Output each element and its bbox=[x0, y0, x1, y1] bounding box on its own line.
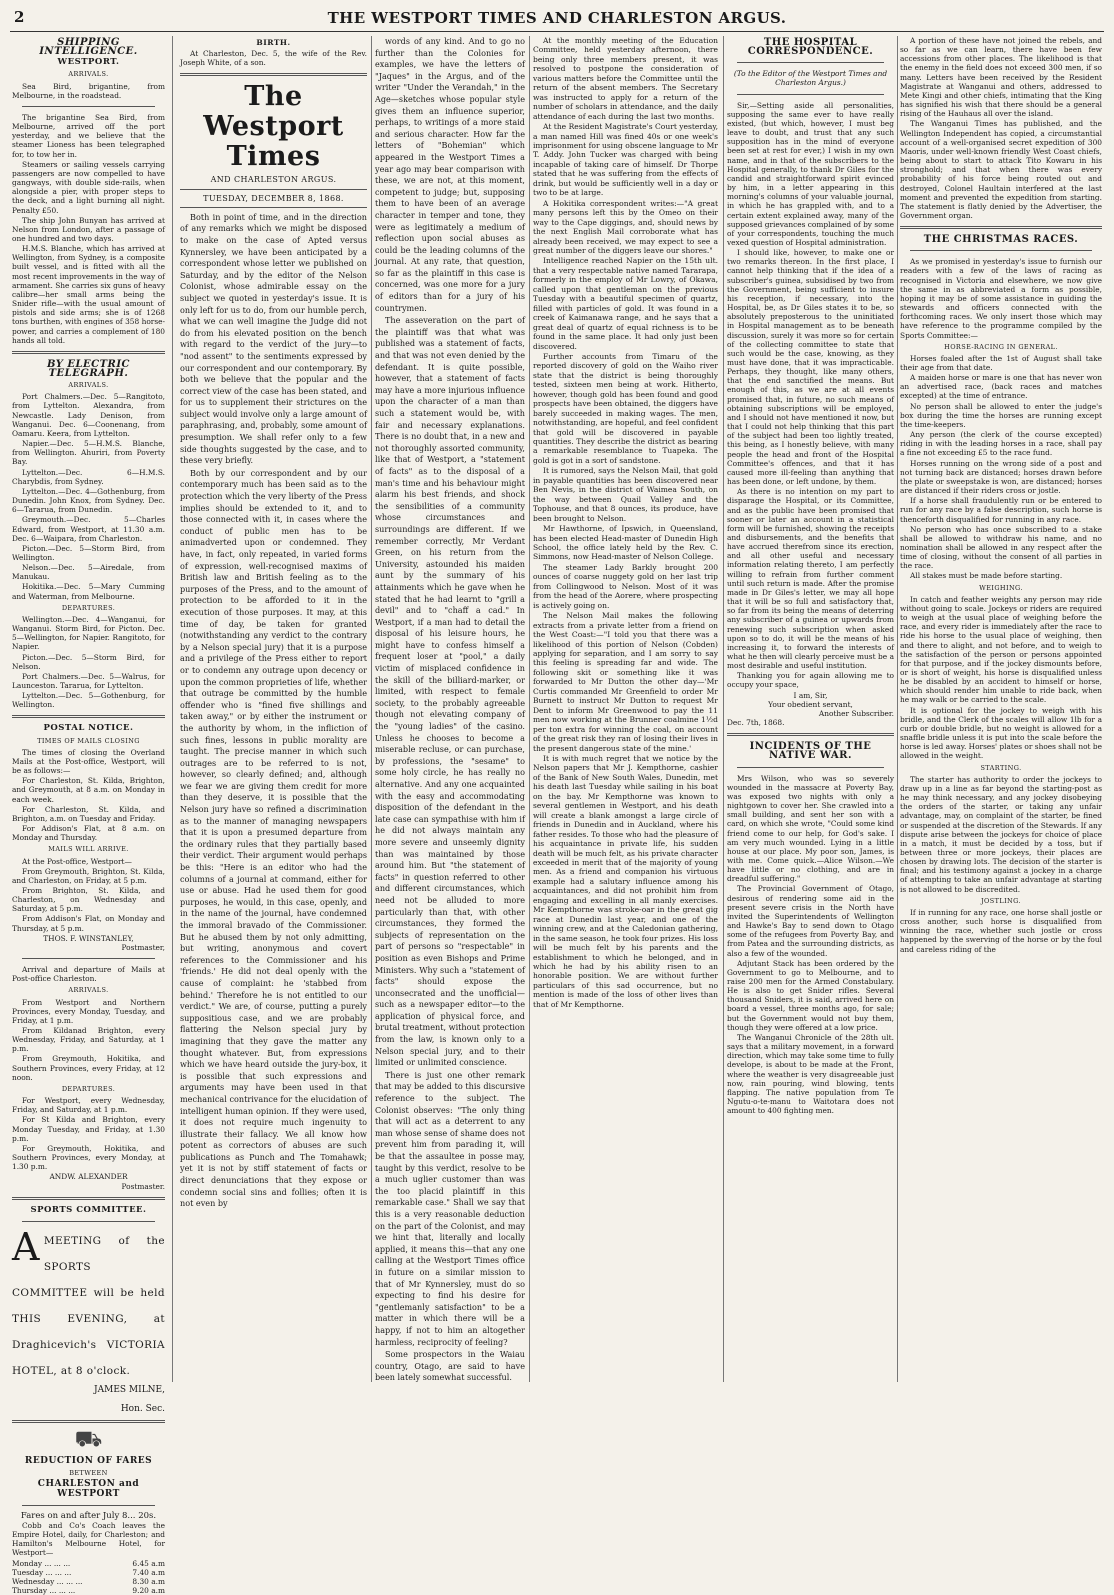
postmaster-title-2: Postmaster. bbox=[121, 1181, 165, 1191]
paragraph: All stakes must be made before starting. bbox=[910, 571, 1063, 581]
paragraph: Intelligence reached Napier on the 15th ult. that a very respectable native named Tararapa, formerly in the employ of Mr Lowry, of Okawa, called upon that gentleman on the previous Tuesday with a beautiful specimen of quartz, filled with particles of gold. It was found in a creek of Kaimanawa range, and he says that a great deal of quartz of equal richness is to be found in the same place. It had only just been discovered. bbox=[533, 256, 718, 351]
paragraph: If a horse shall fraudulently run or be entered to run for any race by a false description, such horse is thenceforth disqualified for running in any race. bbox=[900, 496, 1102, 524]
schedule-time: 7.40 a.m bbox=[132, 1567, 165, 1577]
paragraph: Nelson.—Dec. 5—Airedale, from Manukau. bbox=[12, 563, 165, 582]
paragraph: Adjutant Stack has been ordered by the Government to go to Melbourne, and to raise 200 men for the Armed Constabulary. He is also to get Snider rifles. Several thousand Sniders, it is said, arrived here on board a vessel, three months ago, for sale; but the Government would not buy them, though they were offered at a low price. bbox=[727, 958, 894, 1032]
column-3 bbox=[375, 36, 525, 1382]
paragraph: Sir,—Setting aside all personalities, supposing the same ever to have really existed, (but which, however, I must beg leave to doubt, and trust that any such supposition has in the mind of everyone been set at rest for ever,) I wish in my own name, and in that of the subscribers to the Hospital generally, to thank Dr Giles for the candid and straightforward spirit evinced by him, in a letter appearing in this morning's columns of your valuable journal, in which he has grappled with, and to a certain extent explained away, many of the supposed grievances complained of by some of your correspondents, touching the much vexed question of Hospital administration. bbox=[727, 100, 894, 247]
paragraph: The asseveration on the part of the plaintiff was that what was published was a statement of facts, and that was not even denied by the defendant. It is quite possible, however, that a statement of facts may have a more injurious influence upon the character of a man than such a statement would be, with fair and necessary explanations. There is no doubt that, in a new and not thoroughly assorted community, like that of Westport, a "statement of facts" as to the disposal of a man's time and his behaviour might alarm his best friends, and shock the sensibilities of a community whose circumstances and surroundings are different. If we remember correctly, Mr Verdant Green, on his return from the University, astounded his maiden aunt by the summary of his attainments which he gave when he stated that he had learnt to "grill a devil" and to "chaff a cad." In Westport, if a man had to detail the disposal of his leisure hours, he might have to confess himself a frequent loser at "pool," a daily victim of misplaced confidence in the skill of the billiard-marker, or limited, with respect to female society, to the probably agreeable though not elevating company of the "young ladies" of the casino. Unless he chooses to become a miserable recluse, or can purchase, by professions, the "sesame" to some holy circle, he has really no alternative. And any one acquainted with the easy and accommodating disposition of the defendant in the late case can sympathise with him if he did not always maintain any more severe and unseemly dignity than was maintained by those around him. But "the statement of facts" in question referred to other and different circumstances, which need not be alluded to more particularly than that, with other circumstances, they formed the subjects of representation on the part of persons so "respectable" in position as even Bishops and Prime Ministers. Why such a "statement of facts" should expose the unconsecrated and the unofficial—such as a newspaper editor—to the application of physical force, and brutal treatment, without protection from the law, is known only to a Nelson special jury, and to their limited or unlimited conscience. bbox=[375, 315, 525, 1068]
paragraph: The Nelson Mail makes the following extracts from a private letter from a friend on the West Coast:—"I told you that there was a likelihood of this portion of Nelson (Cobden) applying for separation, and I am sorry to say this feeling is spreading far and wide. The following skit or something like it was forwarded to Mr Dutton the other day—'Mr Curtis commanded Mr Greenfield to order Mr Burnett to instruct Mr Dutton to request Mr Dent to inform Mr Greenwood to pay the 11 men now working at the Brunner coalmine 1½d per ton extra for winning the coal, on account of the great risk they ran of losing their lives in the present dangerous state of the mine.' bbox=[533, 611, 718, 753]
paragraph: At the Resident Magistrate's Court yesterday, a man named Hill was fined 40s or one week's imprisonment for using obscene language to Mr T. Addy. John Tucker was charged with being incapable of taking care of himself. Dr Thorpe stated that he was suffering from the effects of drink, but would be sufficiently well in a day or two to be at large. bbox=[533, 122, 718, 198]
weighing-rules bbox=[900, 595, 1102, 761]
divider bbox=[737, 62, 884, 63]
jostling-label: JOSTLING. bbox=[981, 896, 1021, 905]
mails-closing-label: TIMES OF MAILS CLOSING bbox=[37, 736, 140, 745]
charleston-mails: Arrival and departure of Mails at Post-office Charleston. bbox=[12, 965, 165, 984]
fares-heading: REDUCTION OF FARES bbox=[24, 1456, 153, 1467]
fares-between: BETWEEN bbox=[69, 1469, 108, 1478]
c-arrivals bbox=[12, 998, 165, 1082]
paragraph: In catch and feather weights any person may ride without going to scale. Jockeys or riders are required to weigh at the usual place of weighing before the race, and every rider is immediately after the race to ride his horse to the usual place of weighing, then and there to alight, and not before, and to weigh to the satisfaction of the person or persons appointed for that purpose, and if the jockey dismounts before, or is short of weight, his horse is disqualified unless he be disabled by an accident to himself or horse, which should render him unable to ride back, when he may walk or be carried to the scale. bbox=[900, 594, 1102, 705]
editorial-continued bbox=[375, 36, 525, 1384]
paragraph: Port Chalmers.—Dec. 5—Walrus, for Launceston. Tararua, for Lyttelton. bbox=[12, 671, 165, 690]
schedule-row bbox=[12, 1586, 165, 1595]
divider bbox=[22, 106, 155, 107]
fares-route: CHARLESTON and WESTPORT bbox=[37, 1479, 140, 1499]
tel-arrivals-label: ARRIVALS. bbox=[68, 381, 109, 390]
c-arrivals-label: ARRIVALS. bbox=[68, 986, 109, 995]
paragraph: No person shall be allowed to enter the judge's box during the time the horses are running except the time-keepers. bbox=[900, 401, 1102, 429]
paragraph: Any person (the clerk of the course excepted) riding in with the leading horses in a race, shall pay a fine not exceeding £5 to the race fund. bbox=[900, 430, 1102, 458]
sports-text: MEETING of the SPORTS COMMITTEE will be held THIS EVENING, at Draghicevich's VICTORIA HOTEL, at 8 o'clock. bbox=[12, 1234, 165, 1377]
shipping-heading: SHIPPING INTELLIGENCE. bbox=[39, 37, 138, 58]
postal-paras bbox=[12, 748, 165, 843]
paragraph: From Addison's Flat, on Monday and Thursday, at 5 p.m. bbox=[12, 914, 165, 933]
paragraph: The Provincial Government of Otago, desirous of rendering some aid in the present severe crisis in the North have invited the Superintendents of Wellington and Hawke's Bay to send down to Otago some of the refugees from Poverty Bay, and from Patea and the surrounding districts, as also a few of the wounded. bbox=[727, 884, 894, 958]
tel-arrivals bbox=[12, 392, 165, 600]
paragraph: A Hokitika correspondent writes:—"A great many persons left this by the Omeo on their way to the Cape diggings, and, should news by the next English Mail corroborate what has already been received, we may expect to see a great number of the diggers leave our shores." bbox=[533, 198, 718, 255]
paragraph: As we promised in yesterday's issue to furnish our readers with a few of the laws of racing as recognised in Victoria and elsewhere, we now give the same in as abbreviated a form as possible, hoping it may be of some assistance in guiding the stewards and officers connected with the forthcoming races. We only insert those which may have reference to the programme compiled by the Sports Committee:— bbox=[900, 257, 1102, 340]
postal-heading: POSTAL NOTICE. bbox=[43, 723, 134, 734]
schedule-row bbox=[12, 1568, 165, 1577]
paragraph: For St Kilda and Brighton, every Monday Tuesday, and Friday, at 1.30 p.m. bbox=[12, 1115, 165, 1143]
paragraph: The Wanganui Chronicle of the 28th ult. says that a military movement, in a forward direction, which may take some time to fully develope, is about to be made at the Front, where the weather is very disagreeable just now, rain pouring, wind blowing, tents flapping. The native population from Te Ngutu-o-te-manu to Waitotara does not amount to 400 fighting men. bbox=[727, 1032, 894, 1116]
races-intro bbox=[900, 257, 1102, 339]
paragraph: For Westport, every Wednesday, Friday, and Saturday, at 1 p.m. bbox=[12, 1096, 165, 1115]
divider bbox=[727, 733, 894, 736]
hospital-heading: THE HOSPITAL CORRESPONDENCE. bbox=[747, 37, 874, 58]
paragraph: Lyttelton.—Dec. 4—Gothenburg, from Dunedin. John Knox, from Sydney. Dec. 6—Tararua, from Dunedin. bbox=[12, 486, 165, 515]
paragraph: Wellington.—Dec. 4—Wanganui, for Wanganui. Storm Bird, for Picton. Dec. 5—Wellington, for Napier. Rangitoto, for Napier. bbox=[12, 614, 165, 652]
races-heading: THE CHRISTMAS RACES. bbox=[923, 234, 1079, 246]
signoff: I am, Sir, bbox=[793, 690, 828, 700]
paragraph: At the Post-office, Westport— bbox=[22, 856, 132, 866]
war-news-continued bbox=[900, 36, 1102, 220]
column-1 bbox=[12, 36, 165, 1595]
war-news bbox=[727, 774, 894, 1116]
schedule-day: Wednesday ... ... ... bbox=[12, 1576, 83, 1586]
paragraph: The Wanganui Times has published, and the Wellington Independent has copied, a circumstantial account of a well-organised secret expedition of 300 Maoris, under well-known friendly West Coast chiefs, being about to start to attack Tito Kowaru in his stronghold; and that when there was every probability of his force being routed out and destroyed, Colonel Haultain interfered at the last moment and prevented the expedition from starting. The statement is flatly denied by the Advertiser, the Government organ. bbox=[900, 119, 1102, 220]
paragraph: Some prospectors in the Waiau country, Otago, are said to have been lately somewhat successful. bbox=[375, 1349, 525, 1383]
divider bbox=[900, 226, 1102, 229]
mails-arrive-label: MAILS WILL ARRIVE. bbox=[48, 845, 129, 854]
paragraph: Further accounts from Timaru of the reported discovery of gold on the Waiho river state that the district is being thoroughly tested, sixteen men being at work. Hitherto, however, though gold has been found and good prospects have been obtained, the diggers have barely succeeded in making wages. The men, notwithstanding, are hopeful, and feel confident that gold will be discovered in payable quantities. They describe the district as bearing a remarkable resemblance to Tuapeka. The gold is got in a sort of sandstone. bbox=[533, 351, 718, 465]
paragraph: Mr Hawthorne, of Ipswich, in Queensland, has been elected Head-master of Dunedin High School, the office lately held by the Rev. C. Simmons, now Head-master of Nelson College. bbox=[533, 524, 718, 562]
arrivals-label: ARRIVALS. bbox=[68, 70, 109, 79]
paragraph: Greymouth.—Dec. 5—Charles Edward, from Westport, at 11.30 a.m. Dec. 6—Waipara, from Charleston. bbox=[12, 515, 165, 543]
column-divider bbox=[529, 36, 530, 1382]
war-heading: INCIDENTS OF THE NATIVE WAR. bbox=[749, 741, 872, 762]
paragraph: Port Chalmers.—Dec. 5—Rangitoto, from Lyttelton. Alexandra, from Newcastle. Lady Denison, from Wanganui. Dec. 6—Coonenang, from Oamaru. Keera, from Lyttelton. bbox=[12, 392, 165, 438]
schedule-day: Thursday ... ... ... bbox=[12, 1586, 76, 1595]
schedule-day: Tuesday ... ... ... bbox=[12, 1567, 72, 1577]
servant: Your obedient servant, bbox=[768, 699, 853, 709]
divider bbox=[12, 1197, 165, 1200]
paragraph: H.M.S. Blanche, which has arrived at Wellington, from Sydney, is a composite built vessel, and is fitted with all the most recent improvements in the way of armament. She carries six guns of heavy calibre—her small arms being the Snider rifle—with the usual amount of pistols and side arms; she is of 1268 tons burthen, with engines of 358 horse-power, and carries a complement of 180 hands all told. bbox=[12, 244, 165, 345]
shipping-news bbox=[12, 113, 165, 345]
starting-label: STARTING. bbox=[980, 763, 1022, 772]
schedule-row bbox=[12, 1559, 165, 1568]
subscriber: Another Subscriber. bbox=[818, 708, 894, 718]
column-2 bbox=[180, 36, 367, 1382]
starting-rules bbox=[900, 775, 1102, 894]
paragraph: Mrs Wilson, who was so severely wounded in the massacre at Poverty Bay, was exposed two nights with only a nightgown to cover her. She crawled into a small building, and sent her son with a card, on which she wrote, "Could some kind friend come to our help, for God's sake. I am very much wounded. Lying in a little house at our place. My poor son, James, is with me. Come quick.—Alice Wilson.—We have little or no clothing, and are in dreadful suffering." bbox=[727, 773, 894, 884]
weighing-label: WEIGHING. bbox=[979, 583, 1023, 592]
paragraph: It is with much regret that we notice by the Nelson papers that Mr J. Kempthorne, cashier of the Bank of New South Wales, Dunedin, met his death last Tuesday while sailing in his boat on the bay. Mr Kempthorne was known to several gentlemen in Westport, and his death will create a blank amongst a large circle of friends in Dunedin and in Auckland, where his father resides. To those who had the pleasure of his acquaintance in private life, his sudden death will be much felt, as his private character exceeded in merit that of the majority of young men. As a friend and companion his virtuous example had a salutary influence among his acquaintances, and did not prohibit him from engaging and excelling in all manly exercises. Mr Kempthorne was stroke-oar in the great gig race at Dunedin last year, and one of the winning crew, and at the Caledonian gathering, in the same season, he took four prizes. His loss will be much felt by his parents and the establishment to which he belonged, and in which he had by his ability risen to an honorable position. We are without further particulars of this sad occurrence, but no mention is made of the loss of other lives than that of Mr Kempthorne. bbox=[533, 753, 718, 1009]
paragraph: words of any kind. And to go no further than the Colonies for examples, we have the letters of "Jaques" in the Argus, and of the writer "Under the Verandah," in the Age—sketches whose popular style gives them an influence superior, perhaps, to writings of a more staid and serious character. How far the letters of "Bohemian" which appeared in the Westport Times a year ago may bear comparison with these, we are not, at this moment, competent to judge; but, supposing them to have been of an average character in temper and tone, they were as legitimately a medium of reflection upon social abuses as could be the leading columns of the journal. At any rate, that question, so far as the plaintiff in this case is concerned, was one more for a jury of editors than for a jury of his countrymen. bbox=[375, 36, 525, 313]
column-divider bbox=[723, 36, 724, 1382]
masthead-rule bbox=[10, 31, 1104, 32]
coach-ornament-icon: ⛟ bbox=[74, 1427, 103, 1453]
paragraph: There is just one other remark that may be added to this discursive reference to the subject. The Colonist observes: "The only thing that will act as a deterrent to any man whose sense of shame does not prevent him from parading it, will be that the assaultee in posse may, taught by this verdict, resolve to be a much uglier customer than was the too placid plaintiff in this remarkable case." Shall we say that this is a very reasonable deduction on the part of the Colonist, and may we hint that, literally and locally applied, it means this—that any one calling at the Westport Times office in future on a similar mission to that of Mr Kynnersley, must do so expecting to find his desire for "gentlemanly satisfaction" to be a matter in which there will be a happy, if not to him an altogether harmless, reciprocity of feeling? bbox=[375, 1069, 525, 1347]
hospital-letter bbox=[727, 101, 894, 690]
paragraph: The brigantine Sea Bird, from Melbourne, arrived off the port yesterday, and we believe that the steamer Lioness has been telegraphed for, to tow her in. bbox=[12, 112, 165, 159]
c-departures-label: DEPARTURES. bbox=[61, 1084, 116, 1093]
issue-date: TUESDAY, DECEMBER 8, 1868. bbox=[203, 193, 344, 203]
racing-general-label: HORSE-RACING IN GENERAL. bbox=[944, 342, 1058, 351]
sports-secretary-title: Hon. Sec. bbox=[120, 1403, 165, 1414]
arrival-entry: Sea Bird, brigantine, from Melbourne, in the roadstead. bbox=[12, 81, 165, 100]
paragraph: It is rumored, says the Nelson Mail, that gold in payable quantities has been discovered near Ben Nevis, in the district of Waimea South, on the way between Quail Valley and the Tophouse, and that 8 ounces, its produce, have been brought to Nelson. bbox=[533, 466, 718, 523]
birth-notice: At Charleston, Dec. 5, the wife of the Rev. Joseph White, of a son. bbox=[180, 49, 367, 68]
paragraph: Picton.—Dec. 5—Storm Bird, from Wellington. bbox=[12, 543, 165, 562]
birth-heading: BIRTH. bbox=[256, 38, 291, 47]
c-departures bbox=[12, 1096, 165, 1171]
divider bbox=[737, 767, 884, 768]
paragraph: Thanking you for again allowing me to occupy your space, bbox=[727, 671, 894, 690]
paragraph: Napier.—Dec. 5—H.M.S. Blanche, from Wellington. Ahuriri, from Poverty Bay. bbox=[12, 439, 165, 467]
paragraph: The times of closing the Overland Mails at the Post-office, Westport, will be as follows:— bbox=[12, 747, 165, 776]
coach-note: Cobb and Co's Coach leaves the Empire Hotel, daily, for Charleston; and Hamilton's Melbourne Hotel, for Westport— bbox=[12, 1520, 165, 1558]
postmaster-title: Postmaster, bbox=[121, 942, 165, 952]
sports-notice bbox=[12, 1224, 165, 1384]
paragraph: From Greymouth, Hokitika, and Southern Provinces, every Friday, at 12 noon. bbox=[12, 1054, 165, 1082]
paragraph: The steamer Lady Barkly brought 200 ounces of coarse nuggety gold on her last trip from Collingwood to Nelson. Most of it was from the head of the Aorere, where prospecting is actively going on. bbox=[533, 562, 718, 610]
divider bbox=[180, 207, 367, 208]
newspaper-subtitle: AND CHARLESTON ARGUS. bbox=[210, 175, 337, 185]
column-4 bbox=[533, 36, 718, 1382]
paragraph: Horses running on the wrong side of a post and not turning back are distanced; horses drawn before the plate or sweepstake is won, are distanced; horses are distanced if their riders cross or jostle. bbox=[900, 458, 1102, 496]
paragraph: For Charleston, St. Kilda, Brighton, and Greymouth, at 8 a.m. on Monday in each week. bbox=[12, 776, 165, 804]
paragraph: As there is no intention on my part to disparage the Hospital, or its Committee, and as the public have been promised that sooner or later an account in a statistical form will be furnished, showing the receipts and disbursements, and the benefits that have accrued therefrom since its erection, and all other useful and necessary information relating thereto, I am perfectly willing to refrain from further comment until such return is made. After the promise made in Dr Giles's letter, we may all hope that it will be so full and satisfactory that, so far from its being the means of deterring any subscriber of a guinea or upwards from renewing such subscription when asked upon so to do, it will be the means of his increasing it, to forward the interests of what he then will clearly perceive must be a most desirable and useful institution. bbox=[727, 487, 894, 671]
column-divider bbox=[371, 36, 372, 1382]
telegraph-heading: BY ELECTRIC TELEGRAPH. bbox=[46, 358, 131, 379]
paragraph: Lyttelton.—Dec. 5—Gothenburg, for Wellington. bbox=[12, 691, 165, 710]
paragraph: Horses foaled after the 1st of August shall take their age from that date. bbox=[900, 353, 1102, 372]
paragraph: No person who has once subscribed to a stake shall be allowed to withdraw his name, and no nomination shall be allowed in any respect after the time of closing, without the consent of all parties in the race. bbox=[900, 524, 1102, 571]
jostling-rules bbox=[900, 908, 1102, 954]
paragraph: Steamers or sailing vessels carrying passengers are now compelled to have gangways, with double side-rails, when alongside a pier, with proper steps to the deck, and a light burning all night. Penalty £50. bbox=[12, 159, 165, 215]
paragraph: From Kildanad Brighton, every Wednesday, Friday, and Saturday, at 1 p.m. bbox=[12, 1026, 165, 1054]
newspaper-title: The Westport Times bbox=[203, 81, 344, 173]
page-number: 2 bbox=[14, 8, 25, 26]
paragraph: A portion of these have not joined the rebels, and so far as we can learn, there have been few accessions from other places. The likelihood is that the enemy in the field does not exceed 300 men, if so many. Letters have been received by the Resident Magistrate at Wanganui and others, addressed to Mete Kingi and other chiefs, intimating that the King has signified his wish that there should be a general rising of the Hauhaus all over the island. bbox=[900, 36, 1102, 119]
letter-date: Dec. 7th, 1868. bbox=[727, 718, 785, 728]
drop-cap: A bbox=[12, 1224, 40, 1269]
column-6 bbox=[900, 36, 1102, 1382]
editorial bbox=[180, 212, 367, 1210]
divider bbox=[22, 1221, 155, 1222]
paragraph: Both in point of time, and in the direction of any remarks which we might be disposed to make on the case of Apted versus Kynnersley, we have been anticipated by a correspondent whose letter we published on Saturday, and by the editor of the Nelson Colonist, whose admirable essay on the subject we quoted in yesterday's issue. It is only left for us to do, from our humble perch, what we can well imagine the Judge did not do from his elevated position on the bench with regard to the verdict of the jury—to "nod assent" to the sentiments expressed by our correspondent and our contemporary. By both we believe that the popular and the correct view of the case has been stated, and for us to supplement their strictures on the subject would involve only a large amount of paraphrasing, and, probably, some amount of presumption. We shall refer only to a few side thoughts suggested by the case, and to these very briefly. bbox=[180, 211, 367, 466]
schedule-time: 8.30 a.m bbox=[132, 1576, 165, 1586]
paragraph: The ship John Bunyan has arrived at Nelson from London, after a passage of one hundred and two days. bbox=[12, 215, 165, 243]
westport-heading: WESTPORT. bbox=[57, 57, 120, 68]
paragraph: For Addison's Flat, at 8 a.m. on Monday and Thursday. bbox=[12, 824, 165, 843]
divider bbox=[22, 958, 155, 959]
racing-rules bbox=[900, 354, 1102, 581]
sports-secretary: JAMES MILNE, bbox=[94, 1384, 165, 1395]
postmaster-name-2: ANDW. ALEXANDER bbox=[49, 1172, 128, 1182]
column-5 bbox=[727, 36, 894, 1382]
column-divider bbox=[172, 36, 173, 1382]
paragraph: From Brighton, St. Kilda, and Charleston, on Wednesday and Saturday, at 5 p.m. bbox=[12, 885, 165, 914]
to-editor: (To the Editor of the Westport Times and Charleston Argus.) bbox=[733, 69, 888, 88]
local-news bbox=[533, 36, 718, 1009]
paragraph: The starter has authority to order the jockeys to draw up in a line as far beyond the starting-post as he may think necessary, and any jockey disobeying the orders of the starter, or taking any unfair advantage, may, on complaint of the starter, be fined or suspended at the discretion of the Stewards. If any dispute arise between the jockeys for choice of place in a match, it must be decided by a toss, but if between three or more jockeys, their places are chosen by drawing lots. The decision of the starter is final; and his testimony against a jockey in a charge of attempting to take an unfair advantage at starting is not allowed to be discredited. bbox=[900, 774, 1102, 894]
paragraph: If in running for any race, one horse shall jostle or cross another, such horse is disqualified from winning the race, whether such jostle or cross happened by the swerving of the horse or by the foul and careless riding of the bbox=[900, 907, 1102, 954]
arrive-paras bbox=[12, 857, 165, 933]
paragraph: Picton.—Dec. 5—Storm Bird, for Nelson. bbox=[12, 652, 165, 671]
paragraph: Both by our correspondent and by our contemporary much has been said as to the protection which the very liberty of the Press implies should be extended to it, and to those connected with it, in cases where the conduct of public men has to be animadverted upon or condemned. They have, in fact, only repeated, in varied forms of expression, well-recognised maxims of British law and British feeling as to the purposes of the Press, and to the amount of protection to be afforded to it in the execution of those purposes. It may, at this time of day, be taken for granted (notwithstanding any verdict to the contrary by a Nelson special jury) that it is a purpose and a privilege of the Press either to report or to condemn any outrage upon decency or upon the common proprieties of life, whether that outrage be committed by the humble offender who is "fined five shillings and taken away," or by either the instrument or the authority by whom, in the infliction of such fines, lessons in public morality are taught. The precise manner in which such outrages are to be referred to is not, however, so clearly defined; and, although we fear we are giving them credit for more than they deserve, it is possible that the Nelson jury have so refined a discrimination as to the manner of managing newspapers that it is upon a presumed departure from the ordinary rules that they partially based their verdict. Their argument would perhaps be this: "Here is an editor who had the columns of a journal at command, either for use or abuse. Had he used them for good purposes, he would, in this case, openly, and in the name of the journal, have condemned the immoral bravado of the Commissioner. But he abused them by not only admitting, but writing, anonymous and covert references to the Commissioner and his 'friends.' He did not deal openly with the cause of complaint: he 'stabbed from behind.' Therefore he is not entitled to our verdict." We are, of course, putting a purely suppositious case, and we are probably flattering the Nelson special jury by imagining that they gave the matter any thought whatever. But, from expressions which we have heard outside the jury-box, it is possible that such expressions and arguments may have been used in that mechanical contrivance for the elucidation of intelligent human opinion. If they were used, it does not require much ingenuity to illustrate their fallacy. We all know how potent as correctors of abuses are such publications as Punch and The Tomahawk; yet it is not by stiff statement of facts or direct denunciations that they expose or condemn social sins and follies; often it is not even by bbox=[180, 467, 367, 1209]
paragraph: I should like, however, to make one or two remarks thereon. In the first place, I cannot help thinking that if the idea of a subscriber's guinea, subsidised by two from the Government, being sufficient to insure his reception, if necessary, into the Hospital, be, as Dr Giles states it to be, so absolutely preposterous to the uninitiated in Hospital management as to be beneath discussion, surely it was more so for certain of the collecting committee to state that such would be the case, knowing, as they must have done, that it was impracticable. Perhaps, they thought, like many others, that the end sanctified the means. But enough of this, as we are at all events promised that, in future, no such means of obtaining subscriptions will be employed, and I should not have mentioned it now, but that I could not help thinking that this part of the subject had been too lightly treated, this being, as I honestly believe, with many people the head and front of the Hospital Committee's offences, and that it has caused more ill-feeling than anything that has been done, or left undone, by them. bbox=[727, 248, 894, 487]
paragraph: It is optional for the jockey to weigh with his bridle, and the Clerk of the scales will allow 1lb for a curb or double bridle, but no weight is allowed for a snaffle bridle unless it is put into the scale before the horse is led away. Horses' plates or shoes shall not be allowed in the weight. bbox=[900, 705, 1102, 761]
coach-schedule bbox=[12, 1559, 165, 1595]
tel-departures-label: DEPARTURES. bbox=[61, 603, 116, 612]
sports-heading: SPORTS COMMITTEE. bbox=[30, 1204, 147, 1215]
tel-departures bbox=[12, 615, 165, 710]
divider bbox=[22, 1505, 155, 1506]
divider bbox=[180, 189, 367, 190]
divider bbox=[12, 1420, 165, 1423]
paragraph: A maiden horse or mare is one that has never won an advertised race, (back races and matches excepted) at the time of entrance. bbox=[900, 373, 1102, 401]
fares-after: Fares on and after July 8... 20s. bbox=[20, 1510, 157, 1521]
schedule-time: 6.45 a.m bbox=[132, 1558, 165, 1568]
paragraph: Hokitika.—Dec. 5—Mary Cumming and Waterman, from Melbourne. bbox=[12, 582, 165, 601]
schedule-row bbox=[12, 1577, 165, 1586]
postmaster-name: THOS. F. WINSTANLEY, bbox=[43, 933, 134, 943]
schedule-day: Monday ... ... ... bbox=[12, 1558, 71, 1568]
paragraph: Lyttelton.—Dec. 6—H.M.S. Charybdis, from Sydney. bbox=[12, 467, 165, 486]
divider bbox=[180, 73, 367, 76]
paragraph: From Westport and Northern Provinces, every Monday, Tuesday, and Friday, at 1 p.m. bbox=[12, 997, 165, 1025]
schedule-time: 9.20 a.m bbox=[132, 1586, 165, 1595]
paragraph: For Charleston, St. Kilda, and Brighton, a.m. on Tuesday and Friday. bbox=[12, 804, 165, 823]
divider bbox=[910, 250, 1092, 251]
divider bbox=[12, 351, 165, 354]
divider bbox=[12, 715, 165, 718]
paragraph: For Greymouth, Hokitika, and Southern Provinces, every Monday, at 1.30 p.m. bbox=[12, 1143, 165, 1172]
paragraph: At the monthly meeting of the Education Committee, held yesterday afternoon, there being only three members present, it was resolved to postpone the consideration of various matters before the Committee until the return of the absent members. The Secretary was instructed to apply for a return of the number of scholars in attendance, and the daily attendance of each during the last two months. bbox=[533, 36, 718, 121]
column-divider bbox=[897, 36, 898, 1382]
paragraph: From Greymouth, Brighton, St. Kilda, and Charleston, on Friday, at 5 p.m. bbox=[12, 866, 165, 885]
divider bbox=[737, 94, 884, 95]
masthead: THE WESTPORT TIMES AND CHARLESTON ARGUS. bbox=[327, 9, 787, 27]
